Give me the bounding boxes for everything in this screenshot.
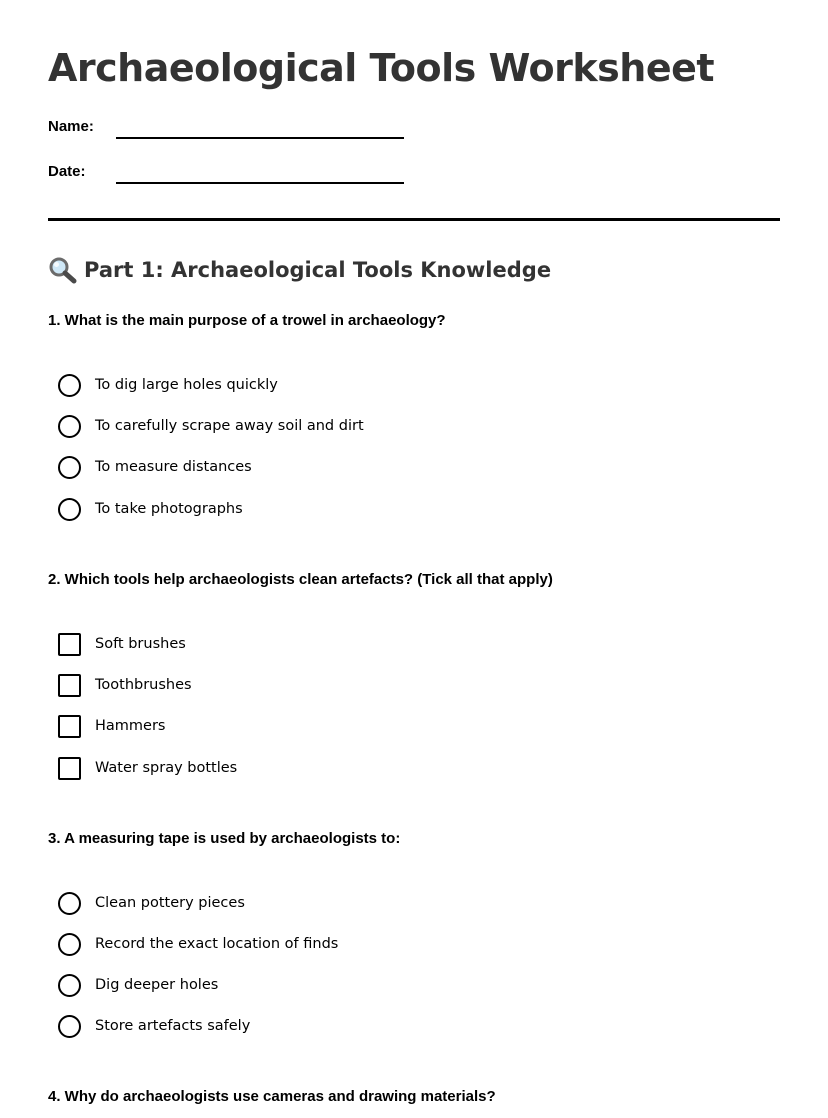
q2-option-3[interactable] [58, 714, 165, 738]
q2-option-1[interactable] [58, 632, 186, 656]
q2-option-4[interactable] [58, 756, 237, 780]
q3-option-3[interactable] [58, 973, 218, 997]
date-line[interactable] [116, 182, 404, 184]
option-label: Hammers [95, 718, 166, 734]
checkbox[interactable] [58, 674, 81, 697]
checkbox[interactable] [58, 633, 81, 656]
part-1-heading-text: Part 1: Archaeological Tools Knowledge [84, 258, 552, 282]
date-label: Date: [48, 163, 86, 180]
q2-option-2[interactable] [58, 673, 192, 697]
radio-button[interactable] [58, 374, 81, 397]
option-label: Soft brushes [95, 636, 186, 652]
option-label: Dig deeper holes [95, 977, 219, 993]
option-label: To dig large holes quickly [95, 377, 278, 393]
q1-option-1[interactable] [58, 373, 278, 397]
q1-option-4[interactable] [58, 497, 243, 521]
radio-button[interactable] [58, 456, 81, 479]
option-label: Toothbrushes [95, 677, 192, 693]
question-4: 4. Why do archaeologists use cameras and drawing materials? [48, 1088, 496, 1105]
q1-option-3[interactable] [58, 455, 252, 479]
option-label: Record the exact location of finds [95, 936, 339, 952]
part-1-heading [48, 256, 551, 284]
q3-option-4[interactable] [58, 1014, 250, 1038]
name-label: Name: [48, 118, 94, 135]
checkbox[interactable] [58, 757, 81, 780]
q1-option-2[interactable] [58, 414, 364, 438]
magnifying-glass-icon [48, 256, 78, 284]
q3-option-2[interactable] [58, 932, 338, 956]
option-label: Water spray bottles [95, 760, 238, 776]
q3-option-1[interactable] [58, 891, 245, 915]
question-2: 2. Which tools help archaeologists clean artefacts? (Tick all that apply) [48, 571, 553, 588]
page-title: Archaeological Tools Worksheet [48, 46, 715, 90]
radio-button[interactable] [58, 892, 81, 915]
name-line[interactable] [116, 137, 404, 139]
option-label: Store artefacts safely [95, 1018, 251, 1034]
name-field [48, 118, 408, 142]
question-1: 1. What is the main purpose of a trowel in archaeology? [48, 312, 446, 329]
radio-button[interactable] [58, 974, 81, 997]
option-label: To take photographs [95, 501, 243, 517]
option-label: To measure distances [95, 459, 252, 475]
radio-button[interactable] [58, 933, 81, 956]
radio-button[interactable] [58, 1015, 81, 1038]
date-field [48, 163, 408, 187]
radio-button[interactable] [58, 498, 81, 521]
checkbox[interactable] [58, 715, 81, 738]
header-divider [48, 218, 780, 221]
option-label: To carefully scrape away soil and dirt [95, 418, 364, 434]
radio-button[interactable] [58, 415, 81, 438]
option-label: Clean pottery pieces [95, 895, 245, 911]
question-3: 3. A measuring tape is used by archaeologists to: [48, 830, 401, 847]
